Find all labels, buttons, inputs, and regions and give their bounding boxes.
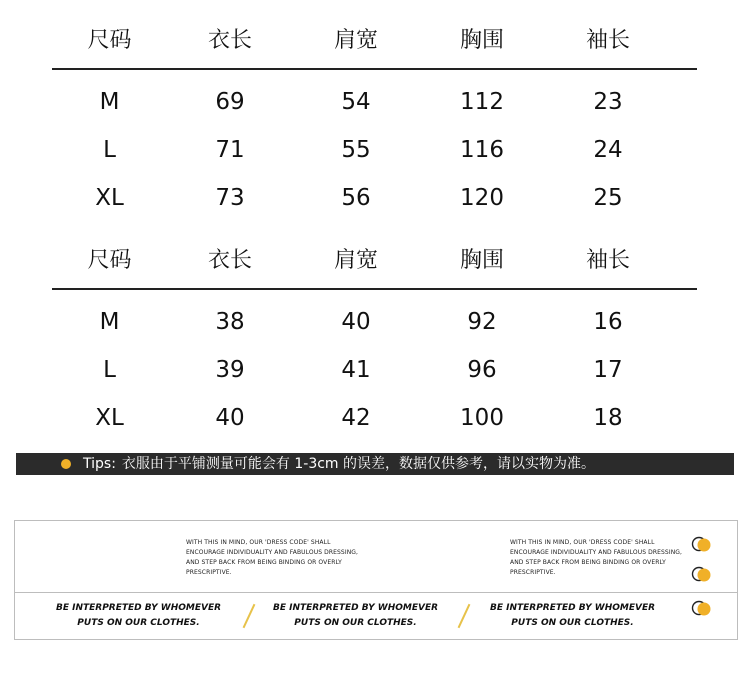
table-header-row bbox=[52, 24, 697, 58]
cell-shoulder: 54 bbox=[341, 89, 371, 115]
header-shoulder: 肩宽 bbox=[333, 28, 378, 53]
cell-sleeve: 24 bbox=[593, 137, 623, 163]
cell-chest: 100 bbox=[460, 405, 504, 431]
tips-label: Tips: bbox=[83, 456, 116, 472]
header-size: 尺码 bbox=[87, 28, 132, 53]
table-row bbox=[52, 174, 697, 222]
bullet-icon bbox=[61, 459, 71, 469]
cell-length: 73 bbox=[215, 185, 245, 211]
header-length: 衣长 bbox=[207, 28, 252, 53]
cell-chest: 96 bbox=[467, 357, 497, 383]
cell-length: 40 bbox=[215, 405, 245, 431]
cell-size: M bbox=[99, 89, 120, 115]
coin-icon bbox=[691, 563, 713, 585]
cell-size: L bbox=[103, 137, 116, 163]
dress-code-text: WITH THIS IN MIND, OUR 'DRESS CODE' SHALL ENCOURAGE INDIVIDUALITY AND FABULOUS DRESSING, AND STEP BACK FROM BEING BINDING OR OVERLY PRESCRIPTIVE. bbox=[510, 539, 683, 576]
dress-code-text: WITH THIS IN MIND, OUR 'DRESS CODE' SHALL ENCOURAGE INDIVIDUALITY AND FABULOUS DRESSING, AND STEP BACK FROM BEING BINDING OR OVERLY PRESCRIPTIVE. bbox=[186, 539, 359, 576]
cell-chest: 92 bbox=[467, 309, 497, 335]
slash-divider bbox=[243, 604, 256, 628]
banner-divider bbox=[15, 592, 737, 593]
cell-chest: 116 bbox=[460, 137, 504, 163]
cell-shoulder: 42 bbox=[341, 405, 371, 431]
slash-divider bbox=[458, 604, 471, 628]
cell-shoulder: 41 bbox=[341, 357, 371, 383]
cell-length: 39 bbox=[215, 357, 245, 383]
size-table-bottom bbox=[52, 244, 697, 442]
header-shoulder: 肩宽 bbox=[333, 248, 378, 273]
size-table-top bbox=[52, 24, 697, 222]
cell-sleeve: 25 bbox=[593, 185, 623, 211]
cell-size: XL bbox=[95, 185, 124, 211]
cell-size: L bbox=[103, 357, 116, 383]
cell-sleeve: 18 bbox=[593, 405, 623, 431]
table-row bbox=[52, 394, 697, 442]
cell-shoulder: 55 bbox=[341, 137, 371, 163]
cell-sleeve: 23 bbox=[593, 89, 623, 115]
header-chest: 胸围 bbox=[459, 248, 504, 273]
cell-shoulder: 40 bbox=[341, 309, 371, 335]
table-row bbox=[52, 346, 697, 394]
tips-text: 衣服由于平铺测量可能会有 1-3cm 的误差，数据仅供参考，请以实物为准。 bbox=[121, 456, 596, 472]
cell-length: 38 bbox=[215, 309, 245, 335]
header-length: 衣长 bbox=[207, 248, 252, 273]
coin-icon bbox=[691, 597, 713, 619]
brand-banner bbox=[14, 520, 738, 640]
table-row bbox=[52, 298, 697, 346]
cell-size: M bbox=[99, 309, 120, 335]
cell-sleeve: 16 bbox=[593, 309, 623, 335]
tagline-text: BE INTERPRETED BY WHOMEVER PUTS ON OUR CLOTHES. bbox=[489, 603, 656, 628]
header-chest: 胸围 bbox=[459, 28, 504, 53]
table-row bbox=[52, 78, 697, 126]
table-header-row bbox=[52, 244, 697, 278]
tips-bar bbox=[16, 453, 734, 475]
cell-chest: 120 bbox=[460, 185, 504, 211]
header-size: 尺码 bbox=[87, 248, 132, 273]
table-row bbox=[52, 126, 697, 174]
header-sleeve: 袖长 bbox=[585, 248, 630, 273]
cell-size: XL bbox=[95, 405, 124, 431]
cell-chest: 112 bbox=[460, 89, 504, 115]
coin-icon bbox=[691, 533, 713, 555]
cell-length: 71 bbox=[215, 137, 245, 163]
cell-shoulder: 56 bbox=[341, 185, 371, 211]
cell-sleeve: 17 bbox=[593, 357, 623, 383]
header-sleeve: 袖长 bbox=[585, 28, 630, 53]
tagline-text: BE INTERPRETED BY WHOMEVER PUTS ON OUR CLOTHES. bbox=[272, 603, 439, 628]
tagline-text: BE INTERPRETED BY WHOMEVER PUTS ON OUR CLOTHES. bbox=[55, 603, 222, 628]
cell-length: 69 bbox=[215, 89, 245, 115]
